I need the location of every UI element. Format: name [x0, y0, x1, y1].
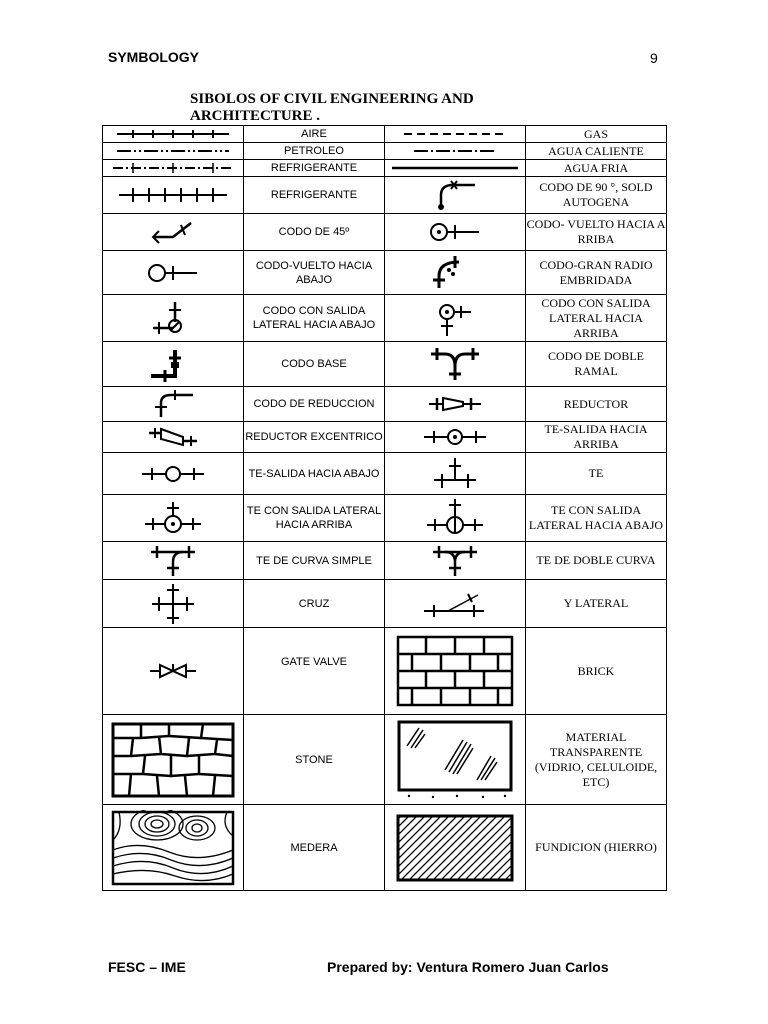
symbol-label: PETROLEO	[244, 143, 385, 160]
refrigerant-line-symbol	[103, 160, 244, 177]
symbol-label: CODO DE REDUCCION	[244, 387, 385, 422]
header-title: SYMBOLOGY	[108, 49, 200, 65]
table-row	[103, 251, 667, 295]
double-sweep-tee-symbol	[385, 542, 526, 580]
table-row	[103, 715, 667, 805]
symbol-label: TE DE CURVA SIMPLE	[244, 542, 385, 580]
symbol-label: CODO CON SALIDA LATERAL HACIA ARRIBA	[526, 295, 667, 342]
symbol-label: Y LATERAL	[526, 580, 667, 628]
eccentric-reducer-symbol	[103, 422, 244, 453]
symbol-label: CODO BASE	[244, 342, 385, 387]
table-row	[103, 580, 667, 628]
table-row	[103, 422, 667, 453]
document-title	[190, 91, 474, 125]
table-row	[103, 143, 667, 160]
cross-symbol	[103, 580, 244, 628]
symbol-label: REDUCTOR EXCENTRICO	[244, 422, 385, 453]
symbol-label: REDUCTOR	[526, 387, 667, 422]
symbol-label: GAS	[526, 126, 667, 143]
gate-valve-symbol	[103, 628, 244, 715]
symbol-label: CODO CON SALIDA LATERAL HACIA ABAJO	[244, 295, 385, 342]
elbow-45-symbol	[103, 214, 244, 251]
elbow-turned-down-symbol	[103, 251, 244, 295]
elbow-side-outlet-up-symbol	[385, 295, 526, 342]
elbow-turned-up-symbol	[385, 214, 526, 251]
symbol-label: CODO-GRAN RADIO EMBRIDADA	[526, 251, 667, 295]
reducer-symbol	[385, 387, 526, 422]
cold-water-line-symbol	[385, 160, 526, 177]
long-radius-flanged-elbow-symbol	[385, 251, 526, 295]
symbol-label: STONE	[244, 715, 385, 805]
wood-grain-symbol	[103, 805, 244, 891]
table-row	[103, 805, 667, 891]
footer-author: Prepared by: Ventura Romero Juan Carlos	[327, 959, 609, 975]
symbol-label: CRUZ	[244, 580, 385, 628]
symbol-label: MEDERA	[244, 805, 385, 891]
brick-pattern-symbol	[385, 628, 526, 715]
gas-line-symbol	[385, 126, 526, 143]
symbol-label: CODO-VUELTO HACIA ABAJO	[244, 251, 385, 295]
oil-line-symbol	[103, 143, 244, 160]
symbol-label: TE-SALIDA HACIA ABAJO	[244, 453, 385, 495]
table-row	[103, 628, 667, 715]
table-row	[103, 387, 667, 422]
symbol-label: GATE VALVE	[244, 628, 385, 715]
table-row	[103, 342, 667, 387]
symbol-label: TE CON SALIDA LATERAL HACIA ABAJO	[526, 495, 667, 542]
table-row	[103, 453, 667, 495]
symbol-label: AIRE	[244, 126, 385, 143]
single-sweep-tee-symbol	[103, 542, 244, 580]
elbow-90-welded-symbol	[385, 177, 526, 214]
double-branch-elbow-symbol	[385, 342, 526, 387]
hot-water-line-symbol	[385, 143, 526, 160]
refrigerant-hatched-line-symbol	[103, 177, 244, 214]
symbol-label: TE	[526, 453, 667, 495]
page-number: 9	[650, 50, 658, 66]
reducing-elbow-symbol	[103, 387, 244, 422]
symbol-label: AGUA CALIENTE	[526, 143, 667, 160]
tee-side-outlet-down-symbol	[385, 495, 526, 542]
symbol-label: REFRIGERANTE	[244, 177, 385, 214]
y-lateral-symbol	[385, 580, 526, 628]
table-row	[103, 177, 667, 214]
symbol-label: TE-SALIDA HACIA ARRIBA	[526, 422, 667, 453]
symbol-label: CODO DE 45º	[244, 214, 385, 251]
table-row	[103, 214, 667, 251]
symbol-label: CODO DE 90 °, SOLD AUTOGENA	[526, 177, 667, 214]
symbol-label: REFRIGERANTE	[244, 160, 385, 177]
base-elbow-symbol	[103, 342, 244, 387]
table-row	[103, 542, 667, 580]
tee-outlet-up-symbol	[385, 422, 526, 453]
tee-symbol	[385, 453, 526, 495]
table-row	[103, 126, 667, 143]
symbol-label: TE DE DOBLE CURVA	[526, 542, 667, 580]
symbol-label: CODO- VUELTO HACIA A RRIBA	[526, 214, 667, 251]
symbol-label: BRICK	[526, 628, 667, 715]
stone-pattern-symbol	[103, 715, 244, 805]
symbol-label: AGUA FRIA	[526, 160, 667, 177]
tee-side-outlet-up-symbol	[103, 495, 244, 542]
table-row	[103, 295, 667, 342]
symbol-label: TE CON SALIDA LATERAL HACIA ARRIBA	[244, 495, 385, 542]
table-row	[103, 160, 667, 177]
symbol-label: CODO DE DOBLE RAMAL	[526, 342, 667, 387]
symbol-label: MATERIAL TRANSPARENTE (VIDRIO, CELULOIDE, ETC)	[526, 715, 667, 805]
cast-iron-hatch-symbol	[385, 805, 526, 891]
air-line-symbol	[103, 126, 244, 143]
footer-institution: FESC – IME	[108, 959, 186, 975]
elbow-side-outlet-down-symbol	[103, 295, 244, 342]
tee-outlet-down-symbol	[103, 453, 244, 495]
title-line-2: ARCHITECTURE .	[190, 108, 321, 124]
table-row	[103, 495, 667, 542]
symbol-table	[102, 125, 667, 891]
symbol-label: FUNDICION (HIERRO)	[526, 805, 667, 891]
transparent-material-symbol	[385, 715, 526, 805]
title-line-1: SIBOLOS OF CIVIL ENGINEERING AND	[190, 91, 474, 107]
